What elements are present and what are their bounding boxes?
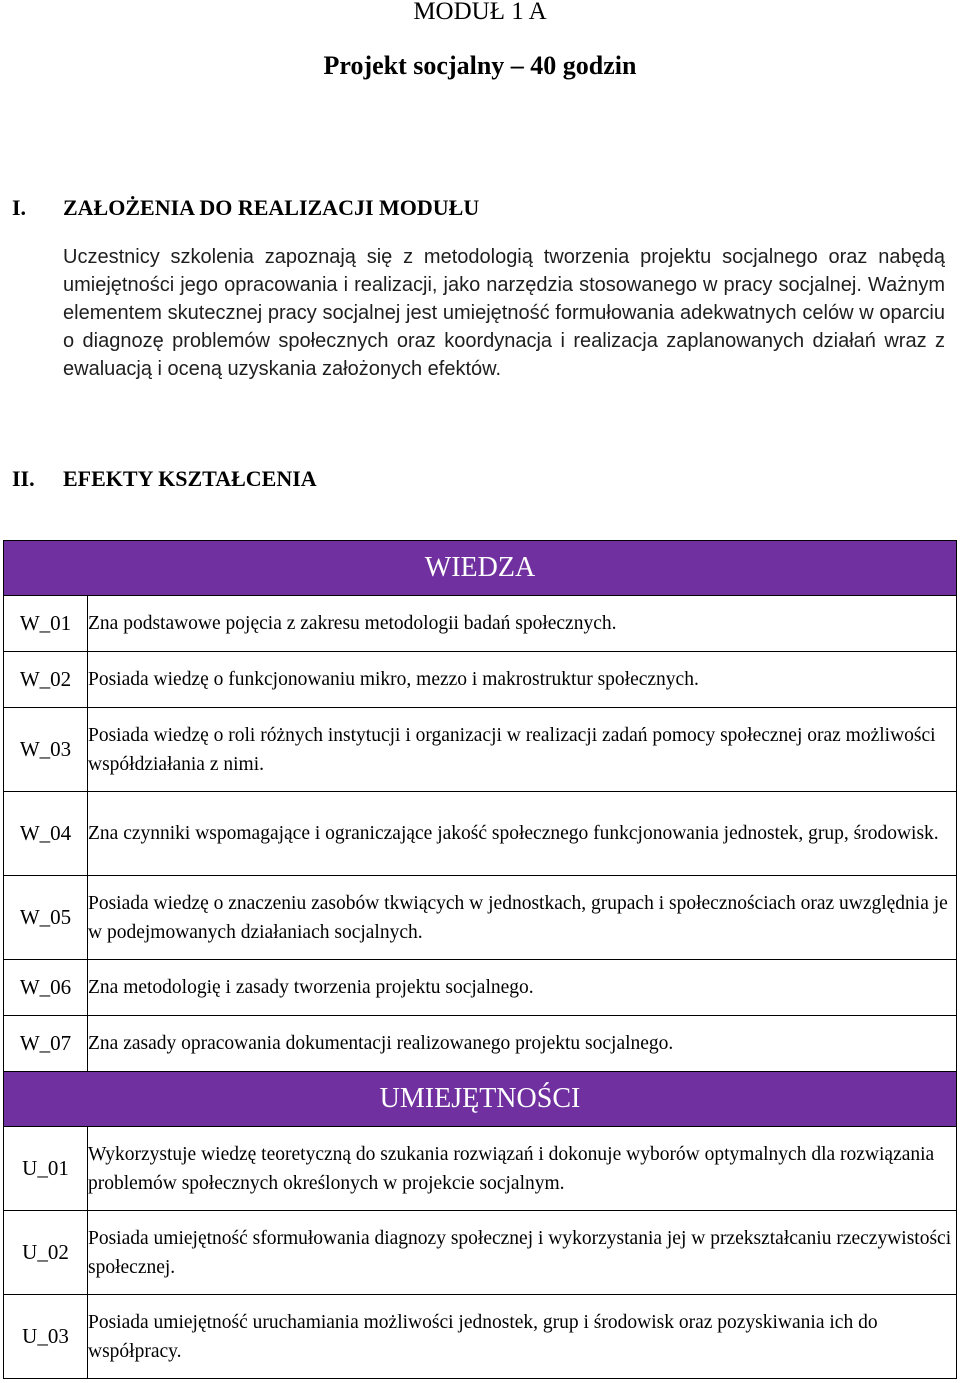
section-title: ZAŁOŻENIA DO REALIZACJI MODUŁU [63,195,480,220]
umiejetnosci-header-row [4,1072,957,1127]
learning-outcomes-table [3,540,957,1379]
outcome-description: Posiada umiejętność sformułowania diagnozy społecznej i wykorzystania jej w przekształcaniu rzeczywistości społecznej. [88,1211,957,1295]
outcome-code: W_05 [4,876,88,960]
table-row [4,792,957,876]
outcome-code: U_03 [4,1295,88,1379]
outcome-description: Posiada wiedzę o roli różnych instytucji i organizacji w realizacji zadań pomocy społecznej oraz możliwości współdziałania z nimi. [88,708,957,792]
table-row [4,1127,957,1211]
outcome-description: Zna podstawowe pojęcia z zakresu metodologii badań społecznych. [88,596,957,652]
outcome-code: W_06 [4,960,88,1016]
module-title: MODUŁ 1 A [413,0,547,25]
table-row [4,652,957,708]
outcome-code: W_04 [4,792,88,876]
table-row [4,960,957,1016]
outcome-description: Posiada wiedzę o funkcjonowaniu mikro, mezzo i makrostruktur społecznych. [88,652,957,708]
umiejetnosci-header: UMIEJĘTNOŚCI [4,1072,957,1127]
outcome-description: Posiada wiedzę o znaczeniu zasobów tkwiących w jednostkach, grupach i społecznościach oraz uwzględnia je w podejmowanych działaniach socjalnych. [88,876,957,960]
section-title: EFEKTY KSZTAŁCENIA [63,466,317,491]
table-row [4,596,957,652]
section-number: I. [12,195,27,220]
table-row [4,876,957,960]
table-row [4,1295,957,1379]
section-heading-learning-outcomes [12,465,317,493]
table-row [4,1016,957,1072]
outcome-code: U_01 [4,1127,88,1211]
outcome-description: Posiada umiejętność uruchamiania możliwości jednostek, grup i środowisk oraz pozyskiwania ich do współpracy. [88,1295,957,1379]
outcome-code: W_01 [4,596,88,652]
outcome-description: Zna zasady opracowania dokumentacji realizowanego projektu socjalnego. [88,1016,957,1072]
outcome-code: W_07 [4,1016,88,1072]
table-row [4,708,957,792]
outcome-description: Wykorzystuje wiedzę teoretyczną do szukania rozwiązań i dokonuje wyborów optymalnych dla rozwiązania problemów społecznych określonych w projekcie socjalnym. [88,1127,957,1211]
outcome-code: U_02 [4,1211,88,1295]
section-number: II. [12,466,35,491]
wiedza-header: WIEDZA [4,541,957,596]
section-heading-assumptions [12,194,479,222]
outcome-code: W_02 [4,652,88,708]
intro-paragraph: Uczestnicy szkolenia zapoznają się z metodologią tworzenia projektu socjalnego oraz nabędą umiejętności jego opracowania i realizacji, jako narzędzia stosowanego w pracy socjalnej. Ważnym elementem skutecznej pracy socjalnej jest umiejętność formułowania adekwatnych celów w oparciu o diagnozę problemów społecznych oraz koordynacja i realizacja zaplanowanych działań wraz z ewaluacją i oceną uzyskania założonych efektów. [63,246,945,380]
outcome-description: Zna czynniki wspomagające i ograniczające jakość społecznego funkcjonowania jednostek, grup, środowisk. [88,792,957,876]
outcome-description: Zna metodologię i zasady tworzenia projektu socjalnego. [88,960,957,1016]
outcome-code: W_03 [4,708,88,792]
wiedza-header-row [4,541,957,596]
table-row [4,1211,957,1295]
document-title: Projekt socjalny – 40 godzin [323,51,637,80]
